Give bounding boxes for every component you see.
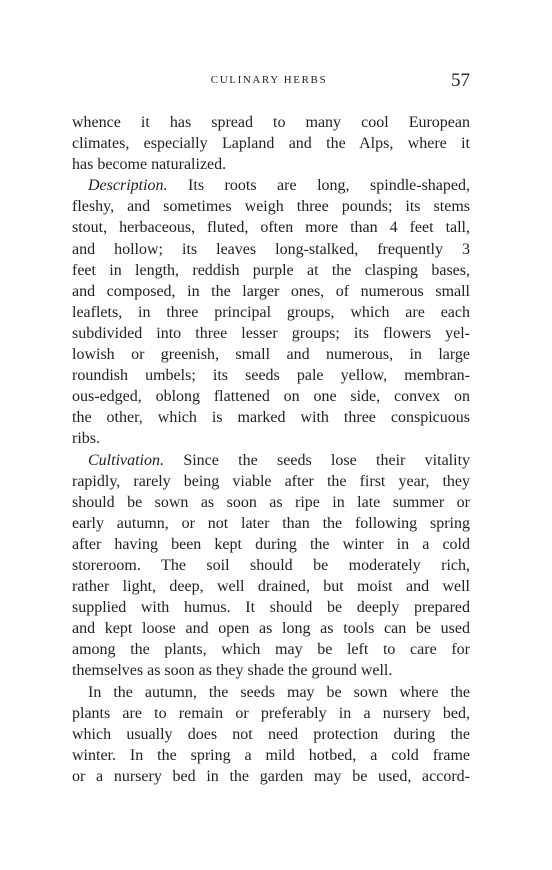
text-run: Since the seeds lose their vitality bbox=[183, 451, 471, 469]
text-line: storeroom. The soil should be moderately rich, bbox=[72, 556, 470, 574]
text-line: after having been kept during the winter in a cold bbox=[72, 535, 470, 553]
body-text bbox=[72, 112, 470, 787]
text-line: whence it has spread to many cool European bbox=[72, 114, 470, 131]
paragraph-cultivation bbox=[72, 450, 470, 682]
running-head-title: CULINARY HERBS bbox=[210, 74, 328, 86]
text-line: leaflets, in three principal groups, which are each bbox=[72, 303, 470, 321]
text-line: and composed, in the larger ones, of numerous small bbox=[72, 282, 470, 300]
text-line: has become naturalized. bbox=[72, 156, 227, 174]
text-line: winter. In the spring a mild hotbed, a cold frame bbox=[72, 746, 470, 764]
text-line: fleshy, and sometimes weigh three pounds; its stems bbox=[72, 198, 470, 216]
paragraph-continuation bbox=[72, 112, 470, 175]
text-line: rapidly, rarely being viable after the first year, they bbox=[72, 472, 470, 490]
text-line: themselves as soon as they shade the ground well. bbox=[72, 662, 393, 680]
text-line bbox=[72, 175, 470, 196]
paragraph-lead-description: Description. bbox=[88, 177, 168, 195]
text-line: plants are to remain or preferably in a nursery bed, bbox=[72, 704, 470, 722]
text-run: Its roots are long, spindle-shaped, bbox=[188, 177, 470, 195]
text-line: ribs. bbox=[72, 430, 100, 448]
text-line: which usually does not need protection during the bbox=[72, 725, 470, 743]
text-line: rather light, deep, well drained, but moist and well bbox=[72, 578, 470, 596]
text-line: In the autumn, the seeds may be sown where the bbox=[88, 683, 470, 701]
text-line: stout, herbaceous, fluted, often more than 4 feet tall, bbox=[72, 219, 470, 237]
text-line: ous-edged, oblong flattened on one side, convex on bbox=[72, 388, 470, 406]
text-line: early autumn, or not later than the following spring bbox=[72, 514, 470, 532]
text-line bbox=[72, 450, 470, 471]
text-line: among the plants, which may be left to care for bbox=[72, 641, 470, 659]
text-line: subdivided into three lesser groups; its flowers yel- bbox=[72, 324, 470, 342]
paragraph-lead-cultivation: Cultivation. bbox=[88, 451, 164, 469]
running-head bbox=[68, 72, 470, 96]
text-line: climates, especially Lapland and the Alps, where it bbox=[72, 135, 470, 153]
text-line: and kept loose and open as long as tools can be used bbox=[72, 620, 470, 638]
text-line: feet in length, reddish purple at the clasping bases, bbox=[72, 261, 470, 279]
text-line: lowish or greenish, small and numerous, in large bbox=[72, 346, 470, 364]
text-line: and hollow; its leaves long-stalked, frequently 3 bbox=[72, 240, 470, 258]
paragraph-description bbox=[72, 175, 470, 449]
text-line: or a nursery bed in the garden may be used, accord- bbox=[72, 767, 470, 785]
page-number: 57 bbox=[451, 70, 470, 91]
text-line: the other, which is marked with three conspicuous bbox=[72, 409, 470, 427]
text-line: supplied with humus. It should be deeply prepared bbox=[72, 599, 470, 617]
text-line: roundish umbels; its seeds pale yellow, membran- bbox=[72, 367, 470, 385]
text-line: should be sown as soon as ripe in late summer or bbox=[72, 493, 470, 511]
paragraph-autumn bbox=[72, 682, 470, 787]
